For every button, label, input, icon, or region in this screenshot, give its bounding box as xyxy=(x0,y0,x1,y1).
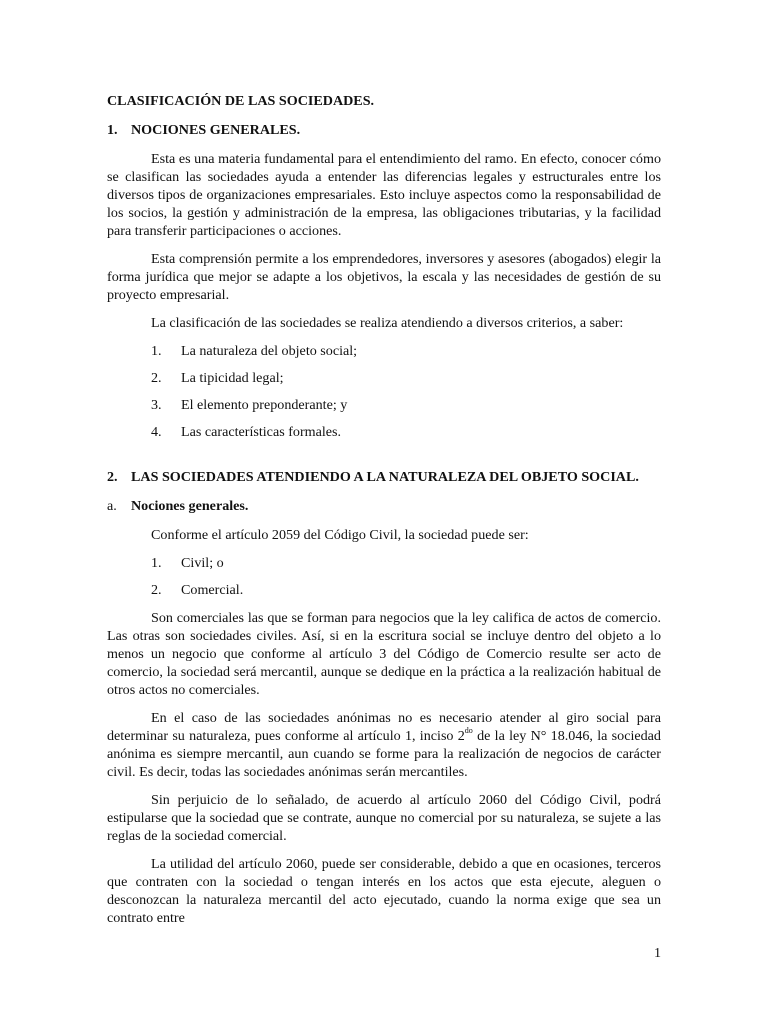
document-title: CLASIFICACIÓN DE LAS SOCIEDADES. xyxy=(107,93,375,109)
page-number: 1 xyxy=(653,945,661,961)
list-number: 4. xyxy=(151,424,162,440)
section-title: NOCIONES GENERALES. xyxy=(131,122,301,138)
subsection-letter: a. xyxy=(107,498,117,514)
list-number: 1. xyxy=(151,343,162,359)
list-number: 2. xyxy=(151,582,162,598)
list-item xyxy=(107,396,661,414)
section-number: 1. xyxy=(107,122,118,138)
section-title: LAS SOCIEDADES ATENDIENDO A LA NATURALEZA DEL OBJETO SOCIAL. xyxy=(131,469,639,485)
document-body xyxy=(107,92,661,927)
paragraph-text: de la ley N° 18.046, la sociedad anónima es siempre mercantil, aun cuando se forme para la realización de negocios de carácter civil. Es decir, todas las sociedades anónimas serán mercantiles. xyxy=(107,728,661,780)
list-item xyxy=(107,581,661,599)
paragraph: La utilidad del artículo 2060, puede ser considerable, debido a que en ocasiones, terceros que contraten con la sociedad o tengan interés en los actos que esta ejecute, aleguen o desconozcan la naturaleza mercantil del acto ejecutado, cuando la norma exige que sea un contrato entre xyxy=(107,856,661,926)
list-number: 1. xyxy=(151,555,162,571)
paragraph xyxy=(107,709,661,781)
list-item xyxy=(107,554,661,572)
list-number: 2. xyxy=(151,370,162,386)
paragraph: Sin perjuicio de lo señalado, de acuerdo al artículo 2060 del Código Civil, podrá estipularse que la sociedad que se contrate, aunque no comercial por su naturaleza, se sujete a las reglas de la sociedad comercial. xyxy=(107,792,661,844)
paragraph: Conforme el artículo 2059 del Código Civil, la sociedad puede ser: xyxy=(151,527,529,543)
kinds-list xyxy=(107,554,661,599)
paragraph: Esta comprensión permite a los emprendedores, inversores y asesores (abogados) elegir la forma jurídica que mejor se adapte a los objetivos, la escala y las necesidades de gestión de su proyecto empresarial. xyxy=(107,251,661,303)
list-text: El elemento preponderante; y xyxy=(181,397,348,413)
subsection-a-heading xyxy=(107,497,661,515)
criteria-list xyxy=(107,342,661,441)
list-text: La naturaleza del objeto social; xyxy=(181,343,358,359)
list-text: Civil; o xyxy=(181,555,224,571)
list-number: 3. xyxy=(151,397,162,413)
section-2-heading xyxy=(107,468,661,486)
subsection-title: Nociones generales. xyxy=(131,498,249,514)
paragraph-text: En el caso de las sociedades anónimas no es necesario atender al giro social para determinar su naturaleza, pues conforme al artículo 1, inciso 2 xyxy=(107,710,661,744)
list-text: Las características formales. xyxy=(181,424,342,440)
superscript: do xyxy=(464,726,473,736)
list-text: Comercial. xyxy=(181,582,244,598)
paragraph: Son comerciales las que se forman para negocios que la ley califica de actos de comercio. Las otras son sociedades civiles. Así, si en la escritura social se incluye dentro del objeto a lo menos un negocio que conforme al artículo 3 del Código de Comercio resulte ser acto de comercio, la sociedad será mercantil, aunque se dedique en la práctica a la realización habitual de otros actos no comerciales. xyxy=(107,610,661,698)
section-number: 2. xyxy=(107,469,118,485)
section-1-heading xyxy=(107,121,661,139)
section-spacer xyxy=(107,451,661,468)
list-item xyxy=(107,423,661,441)
list-item xyxy=(107,369,661,387)
list-text: La tipicidad legal; xyxy=(181,370,284,386)
list-item xyxy=(107,342,661,360)
paragraph: La clasificación de las sociedades se realiza atendiendo a diversos criterios, a saber: xyxy=(151,315,624,331)
paragraph: Esta es una materia fundamental para el entendimiento del ramo. En efecto, conocer cómo se clasifican las sociedades ayuda a entender las diferencias legales y estructurales entre los diversos tipos de organizaciones empresariales. Esto incluye aspectos como la responsabilidad de los socios, la gestión y administración de la empresa, las obligaciones tributarias, y la facilidad para transferir participaciones o acciones. xyxy=(107,151,661,239)
